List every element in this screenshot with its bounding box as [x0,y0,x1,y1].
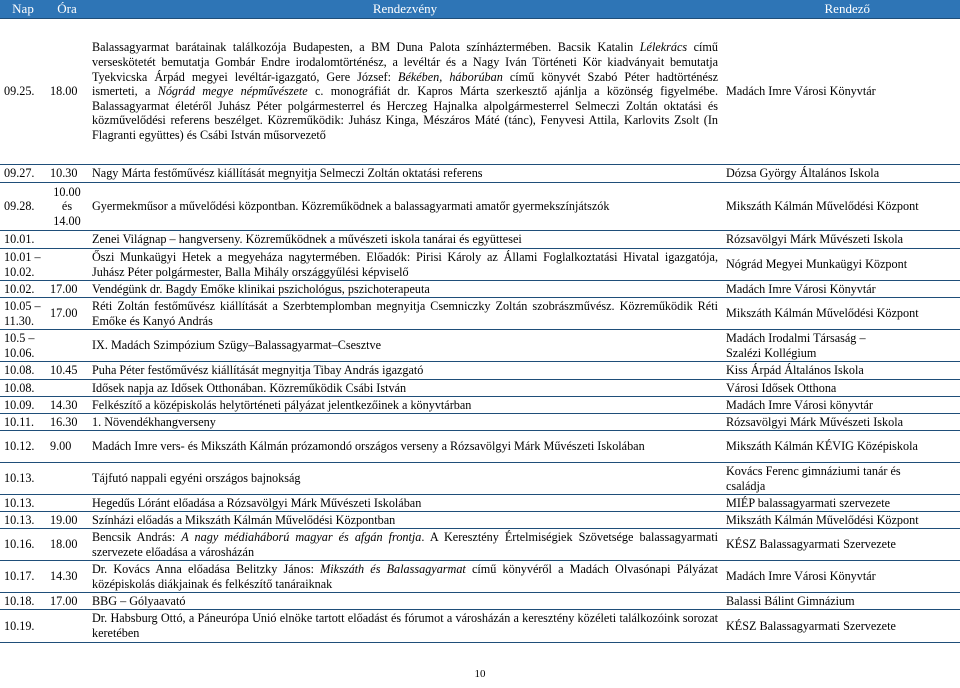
organizer-cell: Rózsavölgyi Márk Művészeti Iskola [722,231,960,249]
event-title-italic: Békében, háborúban [398,69,503,84]
day-line: 11.30. [4,313,35,328]
event-cell: BBG – Gólyaavató [88,593,722,610]
event-cell: Tájfutó nappali egyéni országos bajnokság [88,463,722,495]
table-row [0,529,960,561]
event-cell: Puha Péter festőművész kiállítását megnyitja Tibay András igazgató [88,362,722,380]
table-row [0,165,960,183]
day-cell: 09.27. [0,165,46,183]
event-text: című könyvéről a Madách Olvasónapi Pályázat középiskolás diákjainak és felkészítő tanáraiknak [92,561,718,591]
table-row [0,593,960,610]
header-time: Óra [46,0,88,19]
day-cell: 10.02. [0,281,46,298]
event-cell [88,529,722,561]
time-cell: 19.00 [46,512,88,529]
organizer-cell [722,463,960,495]
organizer-cell: Kiss Árpád Általános Iskola [722,362,960,380]
table-row [0,397,960,414]
table-row [0,463,960,495]
time-cell [46,610,88,643]
day-cell: 10.12. [0,431,46,463]
day-cell: 10.13. [0,495,46,512]
event-text: Balassagyarmat barátainak találkozója Budapesten, a BM Duna Palota színháztermében. Bacsik Katalin [92,40,640,55]
time-cell: 14.30 [46,561,88,593]
organizer-cell: Városi Idősek Otthona [722,380,960,397]
page-number: 10 [474,668,486,680]
event-cell: Felkészítő a középiskolás helytörténeti pályázat jelentkezőinek a könyvtárban [88,397,722,414]
event-cell [88,19,722,165]
time-cell: 17.00 [46,593,88,610]
time-cell: 10.45 [46,362,88,380]
day-cell: 10.01. [0,231,46,249]
organizer-cell: KÉSZ Balassagyarmati Szervezete [722,610,960,643]
day-line: 10.06. [4,345,35,360]
time-cell: 17.00 [46,298,88,330]
event-title-italic: Nógrád megye népművészete [157,84,308,99]
organizer-cell: Mikszáth Kálmán KÉVIG Középiskola [722,431,960,463]
day-cell: 10.13. [0,512,46,529]
table-row [0,249,960,281]
event-cell: Zenei Világnap – hangverseny. Közreműködnek a művészeti iskola tanárai és együttesei [88,231,722,249]
time-cell [46,249,88,281]
header-row [0,0,960,19]
day-cell [0,330,46,362]
organizer-cell: Dózsa György Általános Iskola [722,165,960,183]
organizer-cell: Balassi Bálint Gimnázium [722,593,960,610]
organizer-cell: Mikszáth Kálmán Művelődési Központ [722,298,960,330]
event-text: c. monográfiát dr. Kapros Márta szerkesztő ajánlja a közönség figyelmébe. Balassagyarmat életéről Juhász Péter polgármesterrel és Herczeg Hajnalka alpolgármesterrel Selmeczi Zoltán oktatási és közművelődési referens beszélget. Közreműködik: Juhász Kinga, Mészáros Máté (tánc), Fenyvesi Attila, Karlovits Zsolt (In Flagranti együttes) és Csábi István műsorvezető [92,84,719,142]
organizer-cell: Madách Imre Városi Könyvtár [722,281,960,298]
organizer-cell: Madách Imre Városi Könyvtár [722,19,960,165]
time-cell [46,330,88,362]
event-cell: 1. Növendékhangverseny [88,414,722,431]
day-line: 10.5 – [4,330,35,345]
event-cell: Madách Imre vers- és Mikszáth Kálmán prózamondó országos verseny a Rózsavölgyi Márk Művészeti Iskolában [88,431,722,463]
organizer-cell: Nógrád Megyei Munkaügyi Központ [722,249,960,281]
time-line: 14.00 [53,213,81,228]
organizer-cell: Madách Imre Városi Könyvtár [722,561,960,593]
day-cell: 10.19. [0,610,46,643]
day-cell: 10.09. [0,397,46,414]
event-cell: Idősek napja az Idősek Otthonában. Közreműködik Csábi István [88,380,722,397]
event-cell [88,561,722,593]
day-cell: 09.28. [0,183,46,231]
table-row [0,362,960,380]
day-cell: 10.13. [0,463,46,495]
event-cell: Dr. Habsburg Ottó, a Páneurópa Unió elnöke tartott előadást és fórumot a városházán a keresztény közéleti találkozóink sorozat keretében [88,610,722,643]
time-cell [46,380,88,397]
event-cell: Réti Zoltán festőművész kiállítását a Szerbtemplomban megnyitja Csemniczky Zoltán szobrászművész. Közreműködik Réti Emőke és Kanyó András [88,298,722,330]
organizer-cell: KÉSZ Balassagyarmati Szervezete [722,529,960,561]
event-text: Dr. Kovács Anna előadása Belitzky János: [92,561,321,576]
day-cell: 10.11. [0,414,46,431]
event-cell: IX. Madách Szimpózium Szügy–Balassagyarmat–Csesztve [88,330,722,362]
table-row [0,610,960,643]
table-row [0,183,960,231]
time-cell: 16.30 [46,414,88,431]
table-row [0,330,960,362]
event-text: Bencsik András: [92,529,182,544]
day-line: 10.05 – [4,298,41,313]
table-row [0,298,960,330]
time-cell: 18.00 [46,19,88,165]
organizer-line: Szalézi Kollégium [726,345,817,360]
time-cell [46,183,88,231]
day-cell: 09.25. [0,19,46,165]
table-row [0,19,960,165]
day-line: 10.01 – [4,249,41,264]
event-cell: Gyermekműsor a művelődési központban. Közreműködnek a balassagyarmati amatőr gyermekszínjátszók [88,183,722,231]
organizer-cell: Mikszáth Kálmán Művelődési Központ [722,512,960,529]
event-title-italic: Mikszáth és Balassagyarmat [320,561,466,576]
time-cell: 18.00 [46,529,88,561]
event-cell: Színházi előadás a Mikszáth Kálmán Művelődési Központban [88,512,722,529]
organizer-cell: MIÉP balassagyarmati szervezete [722,495,960,512]
organizer-cell [722,330,960,362]
event-title-italic: A nagy médiaháború magyar és afgán frontja [181,529,422,544]
event-cell: Őszi Munkaügyi Hetek a megyeháza nagytermében. Előadók: Pirisi Károly az Állami Foglalkoztatási Hivatal igazgatója, Juhász Péter polgármester, Balla Mihály országgyűlési képviselő [88,249,722,281]
event-cell: Vendégünk dr. Bagdy Emőke klinikai pszichológus, pszichoterapeuta [88,281,722,298]
organizer-cell: Madách Imre Városi könyvtár [722,397,960,414]
table-row [0,414,960,431]
organizer-line: családja [726,478,766,493]
day-cell [0,298,46,330]
day-cell: 10.16. [0,529,46,561]
day-cell: 10.08. [0,362,46,380]
time-cell [46,495,88,512]
day-cell: 10.18. [0,593,46,610]
header-day: Nap [0,0,46,19]
event-title-italic: Lélekrács [639,40,688,55]
day-cell: 10.08. [0,380,46,397]
time-cell: 14.30 [46,397,88,414]
table-row [0,512,960,529]
time-line: és [61,199,73,214]
time-cell: 10.30 [46,165,88,183]
table-row [0,561,960,593]
time-line: 10.00 [53,184,81,199]
time-cell: 9.00 [46,431,88,463]
table-row [0,431,960,463]
header-event: Rendezvény [88,0,722,19]
day-cell [0,249,46,281]
day-line: 10.02. [4,264,35,279]
time-cell [46,463,88,495]
organizer-line: Kovács Ferenc gimnáziumi tanár és [726,463,901,478]
table-row [0,495,960,512]
event-text: című könyvét Szabó Péter hadtörténész ismerteti, a [92,69,719,99]
time-cell [46,231,88,249]
event-text: . A Keresztény Értelmiségiek Szövetsége balassagyarmati szervezete előadása a városházán [92,529,718,559]
table-row [0,231,960,249]
event-cell: Nagy Márta festőművész kiállítását megnyitja Selmeczi Zoltán oktatási referens [88,165,722,183]
day-cell: 10.17. [0,561,46,593]
table-row [0,281,960,298]
organizer-cell: Rózsavölgyi Márk Művészeti Iskola [722,414,960,431]
organizer-cell: Mikszáth Kálmán Művelődési Központ [722,183,960,231]
header-organizer: Rendező [722,0,960,19]
event-text: című verseskötetét bemutatja Gombár Endre irodalomtörténész, a levéltár és a Nagy Iván Történeti Kör kiadványait bemutatja Tyekvicska Árpád megyei levéltár-igazgató, Gere József: [92,40,718,84]
organizer-line: Madách Irodalmi Társaság – [726,330,866,345]
time-cell: 17.00 [46,281,88,298]
event-cell: Hegedűs Lóránt előadása a Rózsavölgyi Márk Művészeti Iskolában [88,495,722,512]
table-row [0,380,960,397]
